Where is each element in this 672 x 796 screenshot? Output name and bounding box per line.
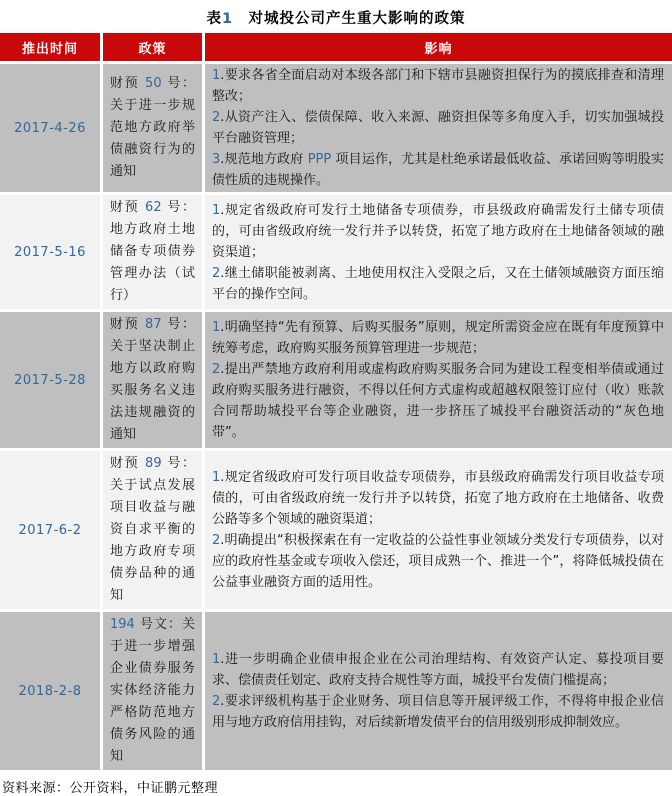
cell-policy: 财预 89 号：关于试点发展项目收益与融资自求平衡的地方政府专项债券品种的通知 bbox=[102, 450, 204, 611]
cell-impact bbox=[204, 311, 672, 450]
header-cell-date: 推出时间 bbox=[0, 33, 102, 63]
cell-date: 2017-5-16 bbox=[0, 194, 102, 311]
table-row bbox=[0, 611, 672, 771]
cell-date: 2018-2-8 bbox=[0, 611, 102, 771]
impact-item: 2.明确提出“积极探索在有一定收益的公益性事业领域分类发行专项债券，以对应的政府性基金或专项收入偿还，项目成熟一个、推进一个”，将降低城投债在公益事业融资方面的适用性。 bbox=[212, 530, 664, 593]
impact-item: 2.提出严禁地方政府利用或虚构政府购买服务合同为建设工程变相举债或通过政府购买服务进行融资，不得以任何方式虚构或超越权限签订应付（收）账款合同帮助城投平台等企业融资，进一步挤压了城投平台融资活动的“灰色地带”。 bbox=[212, 359, 664, 443]
cell-date: 2017-4-26 bbox=[0, 63, 102, 194]
table-title: 表1 对城投公司产生重大影响的政策 bbox=[0, 0, 672, 33]
table-body bbox=[0, 63, 672, 771]
cell-policy: 194 号文：关于进一步增强企业债券服务实体经济能力严格防范地方债务风险的通知 bbox=[102, 611, 204, 771]
table-row bbox=[0, 450, 672, 611]
table-header bbox=[0, 33, 672, 63]
policy-table bbox=[0, 33, 672, 770]
header-cell-impact: 影响 bbox=[204, 33, 672, 63]
table-row bbox=[0, 311, 672, 450]
cell-policy: 财预 50 号：关于进一步规范地方政府举债融资行为的通知 bbox=[102, 63, 204, 194]
cell-impact bbox=[204, 450, 672, 611]
cell-impact bbox=[204, 194, 672, 311]
impact-item: 2.继土储职能被剥离、土地使用权注入受限之后，又在土储领域融资方面压缩平台的操作空间。 bbox=[212, 263, 664, 305]
header-cell-policy: 政策 bbox=[102, 33, 204, 63]
impact-item: 1.要求各省全面启动对本级各部门和下辖市县融资担保行为的摸底排查和清理整改； bbox=[212, 65, 664, 107]
cell-impact bbox=[204, 63, 672, 194]
cell-policy: 财预 62 号：地方政府土地储备专项债券管理办法（试行） bbox=[102, 194, 204, 311]
header-row bbox=[0, 33, 672, 63]
impact-item: 1.明确坚持“先有预算、后购买服务”原则，规定所需资金应在既有年度预算中统筹考虑，政府购买服务预算管理进一步规范； bbox=[212, 317, 664, 359]
impact-item: 2.要求评级机构基于企业财务、项目信息等开展评级工作，不得将申报企业信用与地方政府信用挂钩，对后续新增发债平台的信用级别形成抑制效应。 bbox=[212, 691, 664, 733]
cell-impact bbox=[204, 611, 672, 771]
table-row bbox=[0, 63, 672, 194]
table-row bbox=[0, 194, 672, 311]
cell-date: 2017-6-2 bbox=[0, 450, 102, 611]
impact-item: 1.进一步明确企业债申报企业在公司治理结构、有效资产认定、募投项目要求、偿债责任划定、政府支持合规性等方面，城投平台发债门槛提高； bbox=[212, 649, 664, 691]
impact-item: 3.规范地方政府 PPP 项目运作，尤其是杜绝承诺最低收益、承诺回购等明股实债性质的违规操作。 bbox=[212, 149, 664, 191]
impact-item: 1.规定省级政府可发行项目收益专项债券，市县级政府确需发行项目收益专项债的，可由省级政府统一发行并予以转贷，拓宽了地方政府在土地储备、收费公路等多个领域的融资渠道； bbox=[212, 467, 664, 530]
impact-item: 1.规定省级政府可发行土地储备专项债券，市县级政府确需发行土储专项债的，可由省级政府统一发行并予以转贷，拓宽了地方政府在土地储备领域的融资渠道； bbox=[212, 200, 664, 263]
source-note: 资料来源：公开资料，中证鹏元整理 bbox=[0, 770, 672, 796]
impact-item: 2.从资产注入、偿债保障、收入来源、融资担保等多角度入手，切实加强城投平台融资管理； bbox=[212, 107, 664, 149]
cell-policy: 财预 87 号：关于坚决制止地方以政府购买服务名义违法违规融资的通知 bbox=[102, 311, 204, 450]
cell-date: 2017-5-28 bbox=[0, 311, 102, 450]
